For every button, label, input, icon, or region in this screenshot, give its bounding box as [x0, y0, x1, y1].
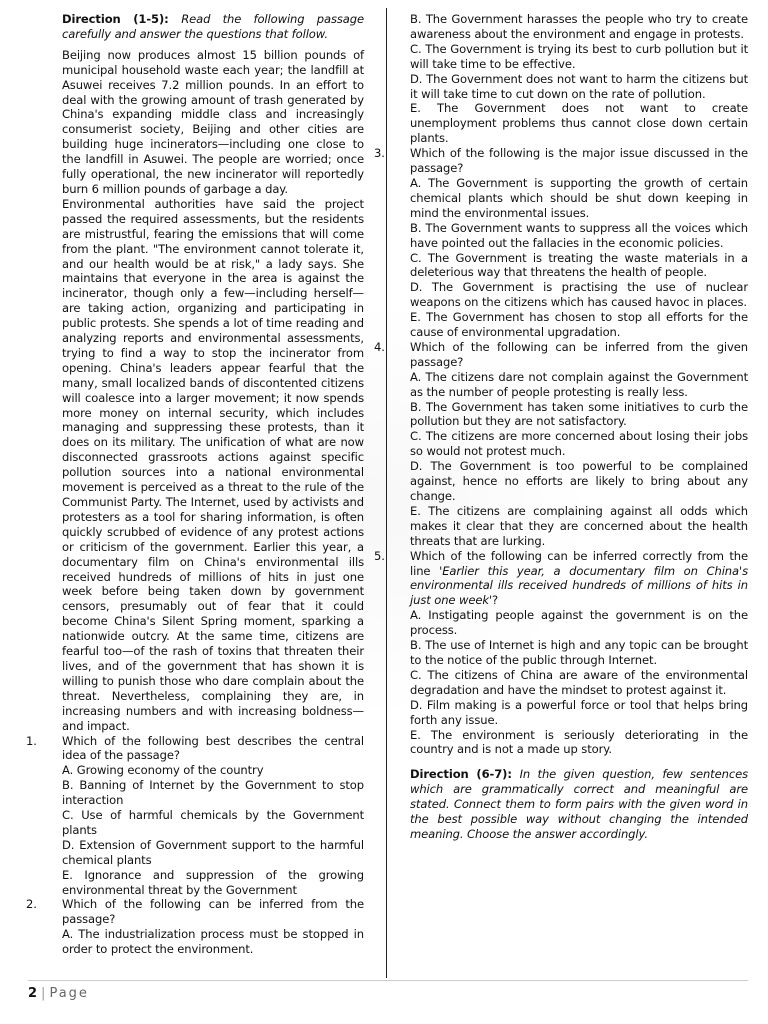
question-2-continued: [410, 12, 748, 146]
option-e: E. The environment is seriously deteriorating in the country and is not a made up story.: [410, 727, 748, 757]
option-d: D. The Government is practising the use of nuclear weapons on the citizens which has caused havoc in places.: [410, 280, 748, 310]
page-footer: [28, 986, 89, 1001]
option-a: A. The industrialization process must be stopped in order to protect the environment.: [62, 927, 364, 957]
option-e: E. Ignorance and suppression of the growing environmental threat by the Government: [62, 867, 364, 897]
option-b: B. The Government harasses the people who try to create awareness about the environment and engage in protests.: [410, 12, 748, 41]
option-e: E. The Government has chosen to stop all efforts for the cause of environmental upgradation.: [410, 310, 748, 340]
option-e: E. The Government does not want to create unemployment problems thus cannot close down certain plants.: [410, 101, 748, 146]
direction-1-5-label: Direction (1-5):: [62, 12, 182, 26]
option-a: A. The Government is supporting the growth of certain chemical plants which should be shut down keeping in mind the environmental issues.: [410, 175, 748, 220]
question-number: 2.: [26, 897, 37, 912]
question-3: [374, 146, 748, 340]
question-text: [410, 549, 748, 609]
option-c: C. The Government is treating the waste materials in a deleterious way that threatens the health of people.: [410, 250, 748, 280]
option-d: D. The Government is too powerful to be complained against, hence no efforts are likely to bring about any change.: [410, 459, 748, 503]
option-b: B. The Government has taken some initiatives to curb the pollution but they are not satisfactory.: [410, 399, 748, 429]
question-4: [374, 339, 748, 549]
option-a: A. Instigating people against the government is on the process.: [410, 608, 748, 638]
option-c: C. The Government is trying its best to curb pollution but it will take time to be effective.: [410, 41, 748, 71]
option-d: D. Film making is a powerful force or tool that helps bring forth any issue.: [410, 697, 748, 727]
page-label: Page: [49, 986, 89, 1001]
question-2: [26, 897, 364, 957]
passage-paragraph-2: Environmental authorities have said the project passed the required assessments, but the residents are mistrustful, fearing the emissions that will come from the plant. "The environment cannot tolerate it, and our health would be at risk," a lady says. She maintains that everyone in the area is against the incinerator, though only a few—including herself—are taking action, organizing and participating in public protests. She spends a lot of time reading and analyzing reports and environmental assessments, trying to find a way to stop the incinerator from opening. China's leaders appear fearful that the many, small localized bands of discontented citizens will coalesce into a larger movement; it now spends more money on internal security, which includes managing and suppressing these protests, than it does on its military. The unification of what are now disconnected grassroots actions against specific pollution sources into a national environmental movement is perceived as a threat to the rule of the Communist Party. The Internet, used by activists and protesters as a tool for sharing information, is often quickly scrubbed of evidence of any protest actions or criticism of the government. Earlier this year, a documentary film on China's environmental ills received hundreds of millions of hits in just one week before being taken down by government censors, presumably out of fear that it could become China's Silent Spring moment, sparking a nationwide outcry. At the same time, citizens are fearful too—of the rash of toxins that threaten their lives, and of the government that has shown it is willing to punish those who dare complain about the threat. Nevertheless, complaining they are, in increasing numbers and with increasing boldness—and impact.: [62, 196, 364, 733]
direction-6-7: [410, 767, 748, 842]
question-text-lead: Which of the following can be inferred correctly from the line ': [410, 548, 748, 578]
direction-1-5-text: Read the following passage carefully and answer the questions that follow.: [62, 12, 364, 41]
question-text: Which of the following can be inferred from the passage?: [62, 897, 364, 927]
option-e: E. The citizens are complaining against all odds which makes it clear that they are concerned about the health threats that are lurking.: [410, 503, 748, 548]
question-text-end: '?: [488, 593, 499, 608]
question-5: [374, 548, 748, 758]
question-number: 4.: [374, 339, 385, 354]
option-b: B. Banning of Internet by the Government to stop interaction: [62, 778, 364, 808]
option-c: C. The citizens are more concerned about losing their jobs so would not protest much.: [410, 429, 748, 459]
footer-rule: [28, 980, 748, 981]
left-column: [26, 12, 364, 957]
direction-6-7-label: Direction (6-7):: [410, 767, 520, 782]
option-b: B. The Government wants to suppress all the voices which have pointed out the fallacies in the economic policies.: [410, 220, 748, 250]
question-text: Which of the following can be inferred from the given passage?: [410, 339, 748, 369]
option-a: A. The citizens dare not complain against the Government as the number of people protesting is really less.: [410, 369, 748, 399]
direction-1-5: [62, 12, 364, 42]
question-number: 1.: [26, 733, 37, 748]
option-d: D. The Government does not want to harm the citizens but it will take time to cut down on the rate of pollution.: [410, 71, 748, 101]
page-number: 2: [28, 986, 38, 1001]
option-c: C. Use of harmful chemicals by the Government plants: [62, 808, 364, 837]
option-a: A. Growing economy of the country: [62, 763, 264, 778]
question-text: Which of the following best describes the central idea of the passage?: [62, 733, 364, 763]
question-number: 3.: [374, 146, 385, 161]
question-number: 5.: [374, 548, 385, 563]
question-quoted-line: Earlier this year, a documentary film on China's environmental ills received hundreds of millions of hits in just one week: [410, 563, 748, 608]
option-c: C. The citizens of China are aware of the environmental degradation and have the mindset to protest against it.: [410, 667, 748, 697]
option-d: D. Extension of Government support to the harmful chemical plants: [62, 837, 364, 867]
footer-separator: |: [41, 986, 46, 1001]
option-b: B. The use of Internet is high and any topic can be brought to the notice of the public through Internet.: [410, 638, 748, 667]
direction-6-7-text: In the given question, few sentences which are grammatically correct and meaningful are stated. Connect them to form pairs with the given word in the best possible way without changing the intended meaning. Choose the answer accordingly.: [410, 767, 749, 841]
question-1: [26, 733, 364, 898]
passage-paragraph-1: Beijing now produces almost 15 billion pounds of municipal household waste each year; the landfill at Asuwei receives 7.2 million pounds. In an effort to deal with the growing amount of trash generated by China's expanding middle class and increasingly consumerist society, Beijing and other cities are building huge incinerators—including one close to the landfill in Asuwei. The people are worried; once fully operational, the new incinerator will reportedly burn 6 million pounds of garbage a day.: [62, 47, 364, 196]
question-text: Which of the following is the major issue discussed in the passage?: [410, 146, 748, 176]
right-column: [374, 12, 749, 842]
